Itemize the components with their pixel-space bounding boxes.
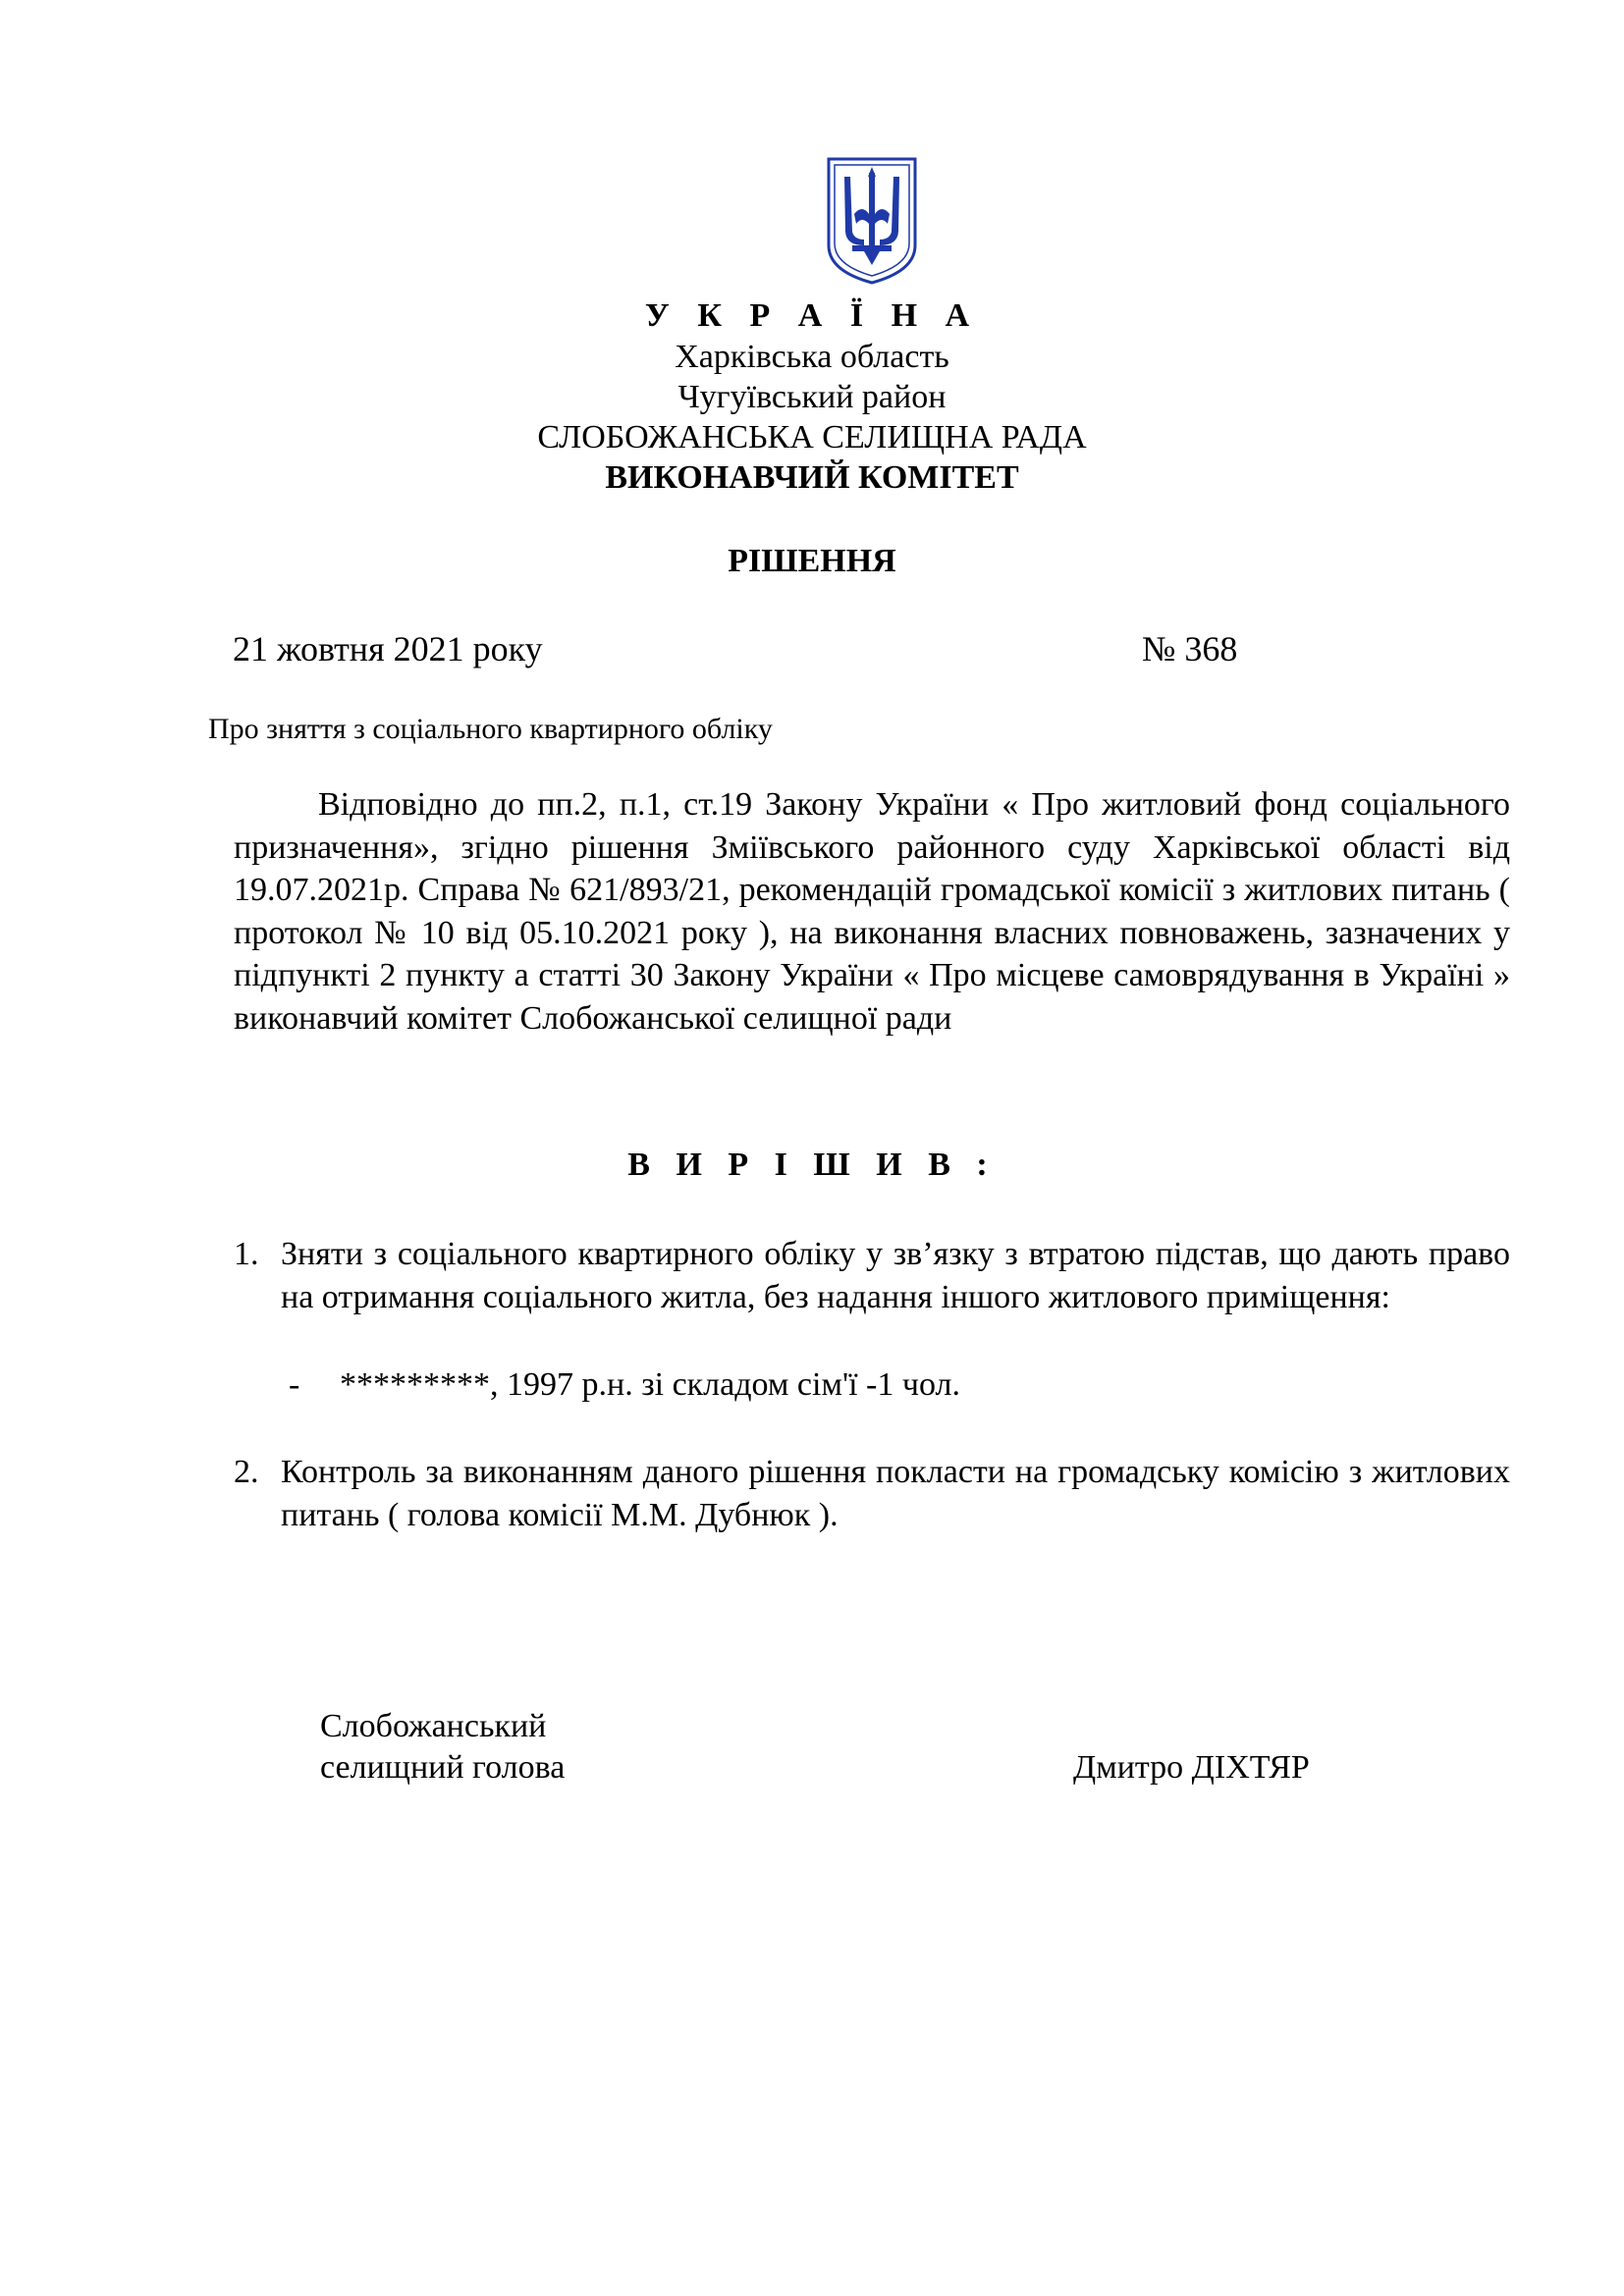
signatory-position-line1: Слобожанський <box>320 1708 547 1744</box>
item-number: 2. <box>234 1454 259 1490</box>
sub-item-text: *********, 1997 р.н. зі складом сім'ї -1 чол. <box>340 1366 960 1403</box>
document-type: РІШЕННЯ <box>728 543 896 579</box>
decision-date: 21 жовтня 2021 року <box>233 629 543 668</box>
decision-number: № 368 <box>1142 629 1238 668</box>
item-number: 1. <box>234 1236 259 1272</box>
signatory-position <box>320 1706 565 1789</box>
decision-subject: Про зняття з соціального квартирного обліку <box>208 713 773 745</box>
sub-item-dash: - <box>289 1366 300 1403</box>
committee-name: ВИКОНАВЧИЙ КОМІТЕТ <box>605 459 1019 496</box>
list-item <box>234 1233 1510 1318</box>
council-name: СЛОБОЖАНСЬКА СЕЛИЩНА РАДА <box>537 419 1087 455</box>
district-name: Чугуївський район <box>677 379 947 415</box>
item-text: Зняти з соціального квартирного обліку у зв’язку з втратою підстав, що дають право на отримання соціального житла, без надання іншого житлового приміщення: <box>281 1236 1510 1315</box>
region-name: Харківська область <box>675 339 949 375</box>
sub-list-item <box>289 1366 960 1404</box>
decided-heading: В И Р І Ш И В : <box>627 1147 997 1183</box>
country-name: У К Р А Ї Н А <box>644 297 980 334</box>
tryzub-coat-of-arms-icon <box>825 155 919 287</box>
signatory-position-line2: селищний голова <box>320 1749 566 1786</box>
signatory-name: Дмитро ДІХТЯР <box>1073 1749 1310 1786</box>
list-item <box>234 1451 1510 1536</box>
item-text: Контроль за виконанням даного рішення покласти на громадську комісію з житлових питань ( голова комісії М.М. Дубнюк ). <box>281 1454 1510 1533</box>
preamble-paragraph: Відповідно до пп.2, п.1, ст.19 Закону України « Про житловий фонд соціального призначення», згідно рішення Зміївського районного суду Харківської області від 19.07.2021р. Справа № 621/893/21, рекомендацій громадської комісії з житлових питань ( протокол № 10 від 05.10.2021 року ), на виконання власних повноважень, зазначених у підпункті 2 пункту а статті 30 Закону України « Про місцеве самоврядування в Україні » виконавчий комітет Слобожанської селищної ради <box>234 786 1510 1037</box>
